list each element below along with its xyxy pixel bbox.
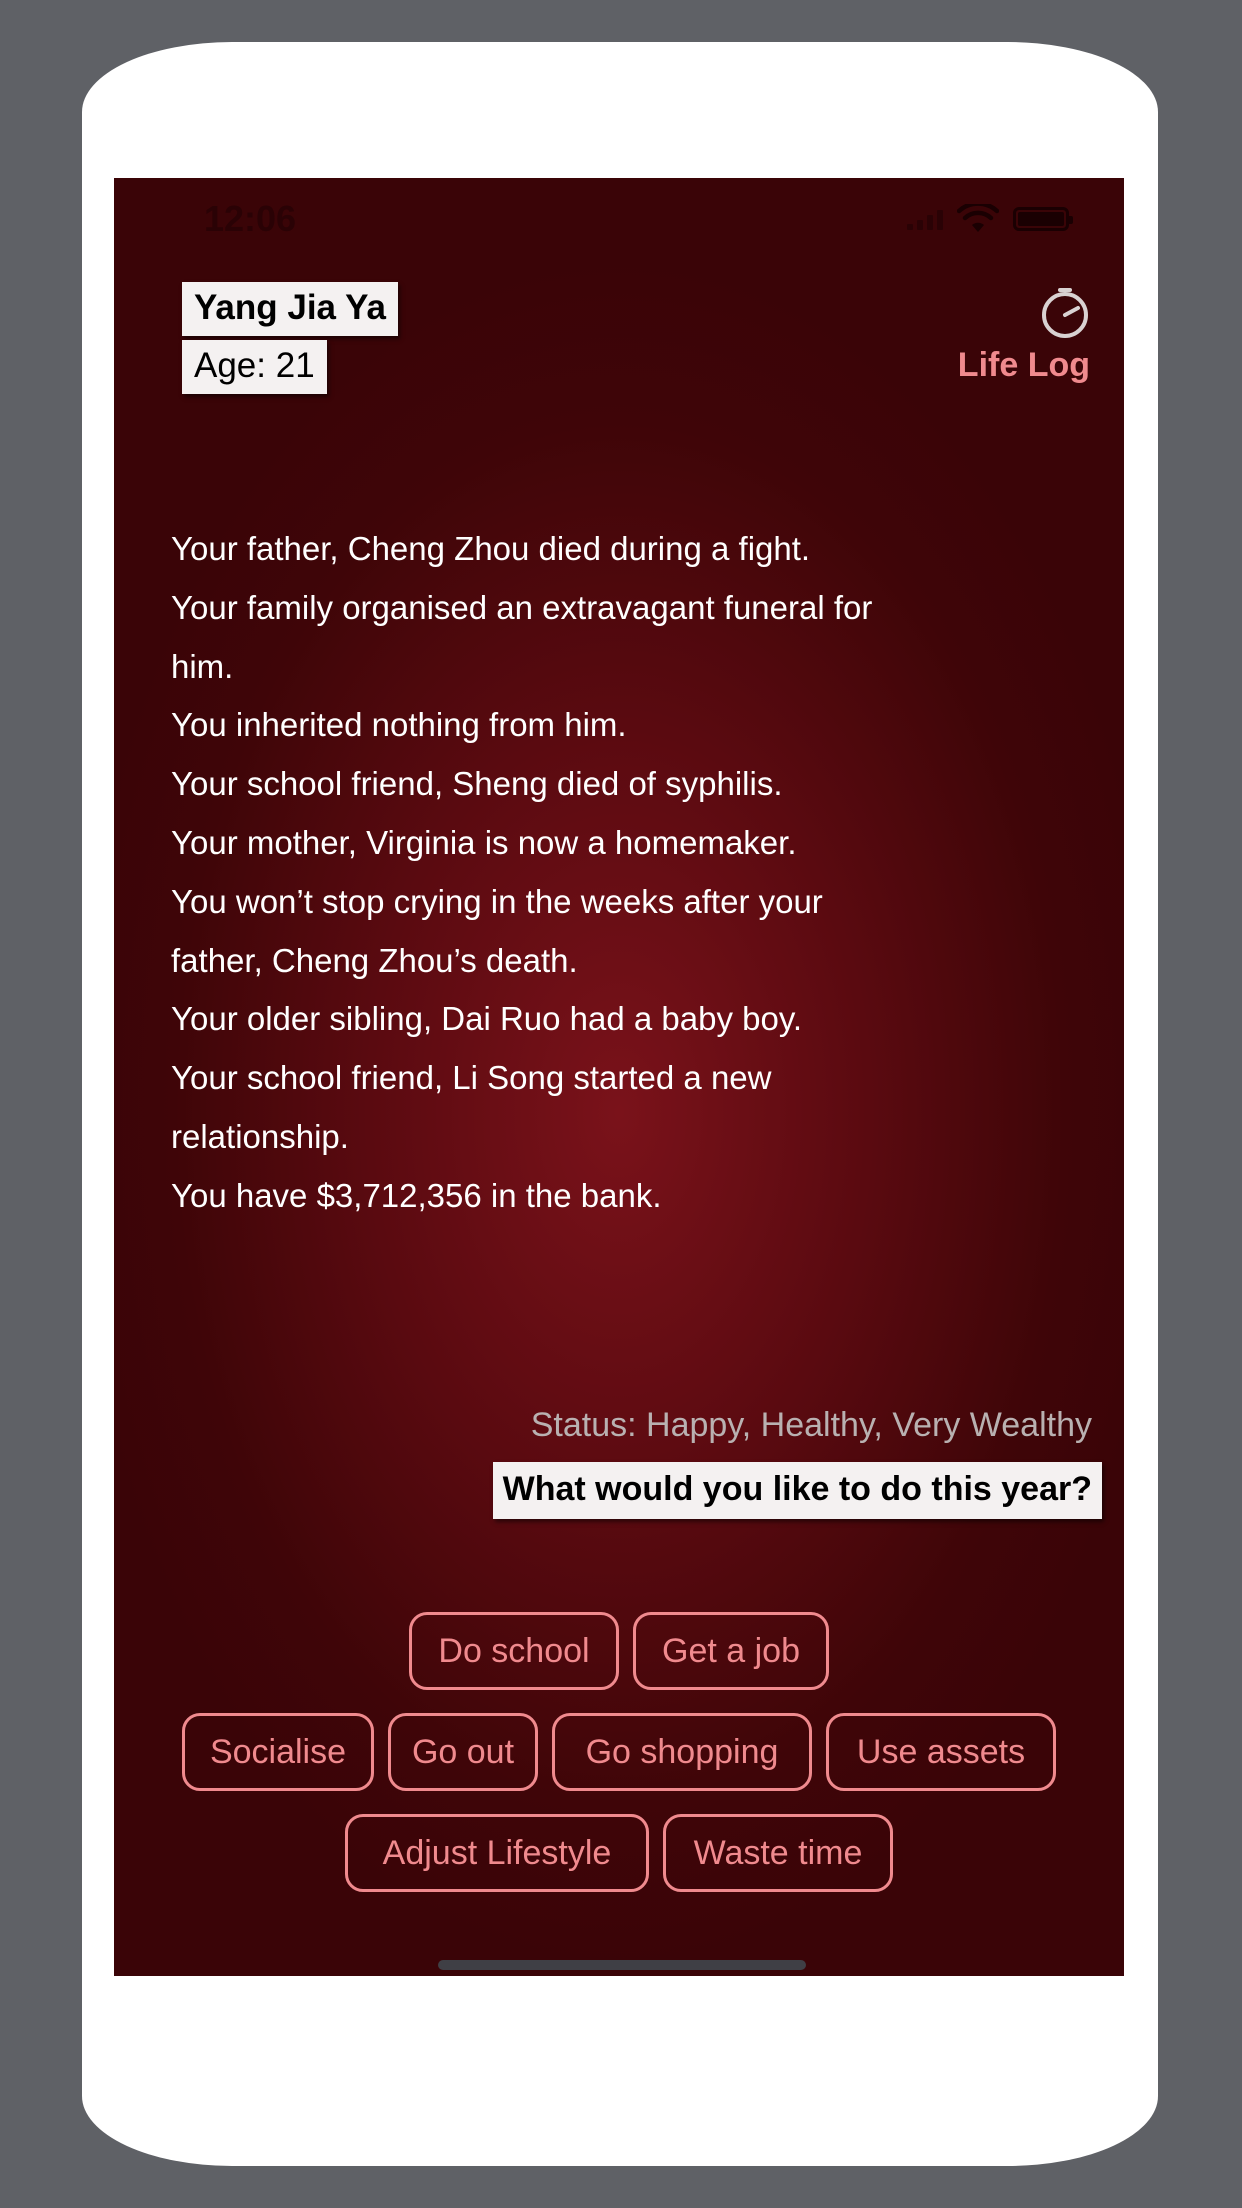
status-bar xyxy=(114,178,1124,258)
log-line: Your father, Cheng Zhou died during a fight. xyxy=(171,530,811,567)
log-line: Your mother, Virginia is now a homemaker. xyxy=(171,823,797,861)
log-line: Your school friend, Sheng died of syphilis. xyxy=(171,765,783,803)
waste-time-button[interactable]: Waste time xyxy=(663,1814,893,1892)
socialise-button[interactable]: Socialise xyxy=(182,1713,374,1791)
battery-icon xyxy=(1013,207,1069,231)
wifi-icon xyxy=(957,204,999,234)
log-line: father, Cheng Zhou’s death. xyxy=(171,941,578,979)
go-shopping-button[interactable]: Go shopping xyxy=(552,1713,812,1791)
action-row-1 xyxy=(114,1612,1124,1690)
log-line: Your older sibling, Dai Ruo had a baby boy. xyxy=(171,1000,803,1038)
use-assets-button[interactable]: Use assets xyxy=(826,1713,1056,1791)
status-value: Happy, Healthy, Very Wealthy xyxy=(646,1406,1092,1444)
log-line: relationship. xyxy=(171,1117,349,1155)
do-school-button[interactable]: Do school xyxy=(409,1612,619,1690)
log-line: Your family organised an extravagant funeral for xyxy=(171,588,873,626)
stopwatch-icon[interactable] xyxy=(1038,286,1092,340)
log-line: Your school friend, Li Song started a new xyxy=(171,1059,772,1097)
cellular-signal-icon xyxy=(907,208,943,230)
status-summary xyxy=(531,1406,1092,1445)
log-line: You won’t stop crying in the weeks after your xyxy=(171,882,823,920)
status-label: Status: xyxy=(530,1406,637,1444)
status-icons xyxy=(907,204,1069,234)
action-row-2 xyxy=(114,1713,1124,1791)
year-prompt: What would you like to do this year? xyxy=(493,1462,1102,1519)
home-indicator[interactable] xyxy=(438,1960,806,1970)
log-line: him. xyxy=(171,647,234,685)
status-time: 12:06 xyxy=(204,198,297,239)
action-row-3 xyxy=(114,1814,1124,1892)
log-line: You have $3,712,356 in the bank. xyxy=(171,1176,662,1214)
life-log-link[interactable]: Life Log xyxy=(957,346,1090,384)
adjust-lifestyle-button[interactable]: Adjust Lifestyle xyxy=(345,1814,649,1892)
log-line: You inherited nothing from him. xyxy=(171,706,627,744)
character-age: Age: 21 xyxy=(182,340,327,394)
get-job-button[interactable]: Get a job xyxy=(633,1612,829,1690)
app-screen xyxy=(114,178,1124,1976)
event-log xyxy=(171,520,1071,1226)
character-name: Yang Jia Ya xyxy=(182,282,398,336)
go-out-button[interactable]: Go out xyxy=(388,1713,538,1791)
